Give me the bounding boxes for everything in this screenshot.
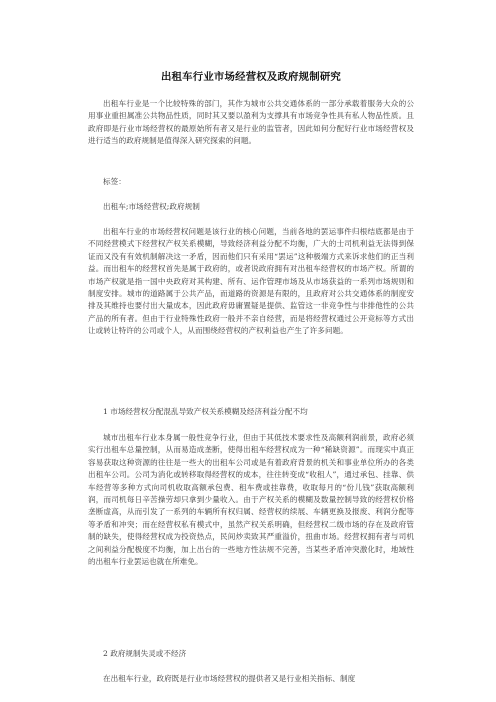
keywords-label: 标签： <box>103 177 126 186</box>
section-2-heading: 2 政府规制失灵或不经济 <box>103 649 187 658</box>
intro-paragraph: 出租车行业的市场经营权问题是该行业的核心问题，当前各地的罢运事件归根结底都是由于不同经营模式下经营权产权关系模糊，导致经济利益分配不均衡，广大的士司机利益无法得到保证而又没有有效机制解决这一矛盾，因而他们只有采用“罢运”这种极端方式来诉求他们的正当利益。而出租车的经营权首先是属于政府的，或者说政府拥有对出租车经营权的市场产权。所谓的市场产权就是指一国中央政府对其构建、所有、运作管理市场及从市场获益的一系列市场规则和制度安排。城市的道路属于公共产品，而道路的资源是有限的，且政府对公共交通体系的制度安排及其维持也要付出大量成本，因此政府毋庸置疑是提供、监管这一非竞争性与非排他性的公共产品的所有者。但由于行业特殊性政府一般并不亲自经营，而是将经营权通过公开竞标等方式出让或转让特许的公司或个人，从而围绕经营权的产权利益也产生了许多问题。 <box>88 227 414 336</box>
keywords-text: 出租车;市场经营权;政府规制 <box>103 202 200 211</box>
section-1-heading: 1 市场经营权分配混乱导致产权关系模糊及经济利益分配不均 <box>103 407 308 416</box>
abstract-paragraph: 出租车行业是一个比较特殊的部门，其作为城市公共交通体系的一部分承载着服务大众的公用事业重担属准公共物品性质，同时其又要以盈利为支撑具有市场竞争性具有私人物品性质。且政府即是行业市场经营权的最原始所有者又是行业的监管者，因此如何分配好行业市场经营权及进行适当的政府规制是值得深入研究探索的问题。 <box>88 99 414 146</box>
document-title: 出租车行业市场经营权及政府规制研究 <box>160 71 342 83</box>
section-2-paragraph: 在出租车行业，政府既是行业市场经营权的提供者又是行业相关指标、制度 <box>103 674 356 683</box>
section-1-paragraph: 城市出租车行业本身属一般性竞争行业，但由于其低技术要求性及高额利润前景，政府必须实行出租车总量控制，从而易造成垄断，使得出租车经营权成为一种“稀缺资源”。而现实中真正容易获取这种资源的往往是一些大的出租车公司或是有着政府背景的机关和事业单位所办的各类出租车公司。公司为消化或转移取得经营权的成本，往往转变成“收租人”，通过承包、挂靠、供车经营等多种方式向司机收取高额承包费、租车费或挂靠费，收取每月的“份儿钱”获取高额利润，而司机每日辛苦操劳却只拿到少量收入。由于产权关系的模糊及数量控制导致的经营权价格垄断虚高，从而引发了一系列的车辆所有权归属、经营权的续展、车辆更换及报废、利润分配等等矛盾和冲突；而在经营权私有模式中，虽然产权关系明确，但经营权二级市场的存在及政府管制的缺失，使得经营权成为投资热点，民间炒卖致其严重溢价，扭曲市场。经营权拥有者与司机之间利益分配极度不均衡，加上出台的一些地方性法规不完善，当某些矛盾冲突激化时，地域性的出租车行业罢运也就在所难免。 <box>88 433 414 567</box>
